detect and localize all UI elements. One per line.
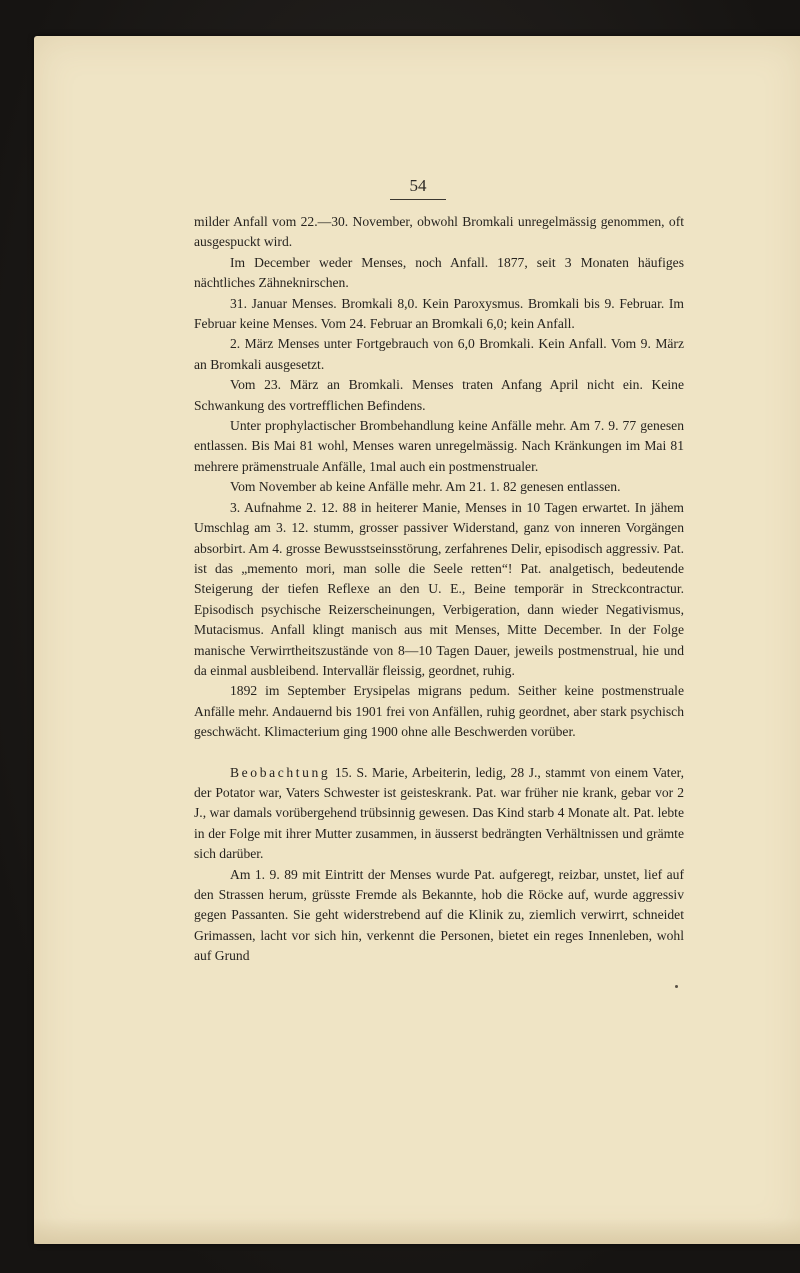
paragraph: 1892 im September Erysipelas migrans pedum. Seither keine postmenstruale Anfälle mehr. Andauernd bis 1901 frei von Anfällen, ruhig geordnet, aber stark psychisch geschwächt. Klimacterium ging 1900 ohne alle Beschwerden vorüber.	[194, 683, 684, 740]
paragraph: Am 1. 9. 89 mit Eintritt der Menses wurde Pat. aufgeregt, reizbar, unstet, lief auf den Strassen herum, grüsste Fremde als Bekannte, hob die Röcke auf, wurde aggressiv gegen Passanten. Sie geht widerstrebend auf die Klinik zu, ziemlich verwirrt, schneidet Grimassen, lacht vor sich hin, verkennt die Personen, bietet ein reges Innenleben, wohl auf Grund	[194, 866, 684, 964]
observation-paragraph	[194, 763, 684, 865]
paragraph: 31. Januar Menses. Bromkali 8,0. Kein Paroxysmus. Bromkali bis 9. Februar. Im Februar keine Menses. Vom 24. Februar an Bromkali 6,0; kein Anfall.	[194, 295, 684, 332]
body-text	[194, 212, 684, 967]
paragraph: 2. März Menses unter Fortgebrauch von 6,0 Bromkali. Kein Anfall. Vom 9. März an Bromkali ausgesetzt.	[194, 336, 684, 372]
observation-label: Beobachtung	[230, 764, 331, 780]
paragraph: Vom 23. März an Bromkali. Menses traten Anfang April nicht ein. Keine Schwankung des vortrefflichen Befindens.	[194, 377, 684, 413]
paper-speck	[675, 985, 678, 988]
page-number: 54	[390, 176, 446, 200]
paragraph: Vom November ab keine Anfälle mehr. Am 21. 1. 82 genesen entlassen.	[230, 479, 621, 495]
paragraph: 3. Aufnahme 2. 12. 88 in heiterer Manie, Menses in 10 Tagen erwartet. In jähem Umschlag am 3. 12. stumm, grosser passiver Widerstand, ganz von inneren Vorgängen absorbirt. Am 4. grosse Bewusstseinsstörung, zerfahrenes Delir, episodisch aggressiv. Pat. ist das „memento mori, man solle die Seele retten“! Pat. analgetisch, bedeutende Steigerung der tiefen Reflexe an den U. E., Beine temporär in Streckcontractur. Episodisch psychische Reizerscheinungen, Verbigeration, dann wieder Negativismus, Mutacismus. Anfall klingt manisch aus mit Menses, Mitte December. In der Folge manische Verwirrtheitszustände von 8—10 Tagen Dauer, jeweils postmenstrual, hie und da einmal ausbleibend. Intervallär fleissig, geordnet, ruhig.	[194, 499, 684, 678]
paragraph: Unter prophylactischer Brombehandlung keine Anfälle mehr. Am 7. 9. 77 genesen entlassen. Bis Mai 81 wohl, Menses waren unregelmässig. Nach Kränkungen im Mai 81 mehrere prämenstruale Anfälle, 1mal auch ein postmenstrualer.	[194, 418, 684, 474]
observation-text: 15. S. Marie, Arbeiterin, ledig, 28 J., stammt von einem Vater, der Potator war, Vaters Schwester ist geisteskrank. Pat. war früher nie krank, gebar vor 2 J., war damals vorübergehend trübsinnig gewesen. Das Kind starb 4 Monate alt. Pat. lebte in der Folge mit ihrer Mutter zusammen, in äusserst bedrängten Verhältnissen und grämte sich darüber.	[194, 764, 684, 862]
paragraph: Im December weder Menses, noch Anfall. 1877, seit 3 Monaten häufiges nächtliches Zähneknirschen.	[194, 254, 684, 291]
paragraph: milder Anfall vom 22.—30. November, obwohl Bromkali unregelmässig genommen, oft ausgespuckt wird.	[194, 214, 684, 250]
